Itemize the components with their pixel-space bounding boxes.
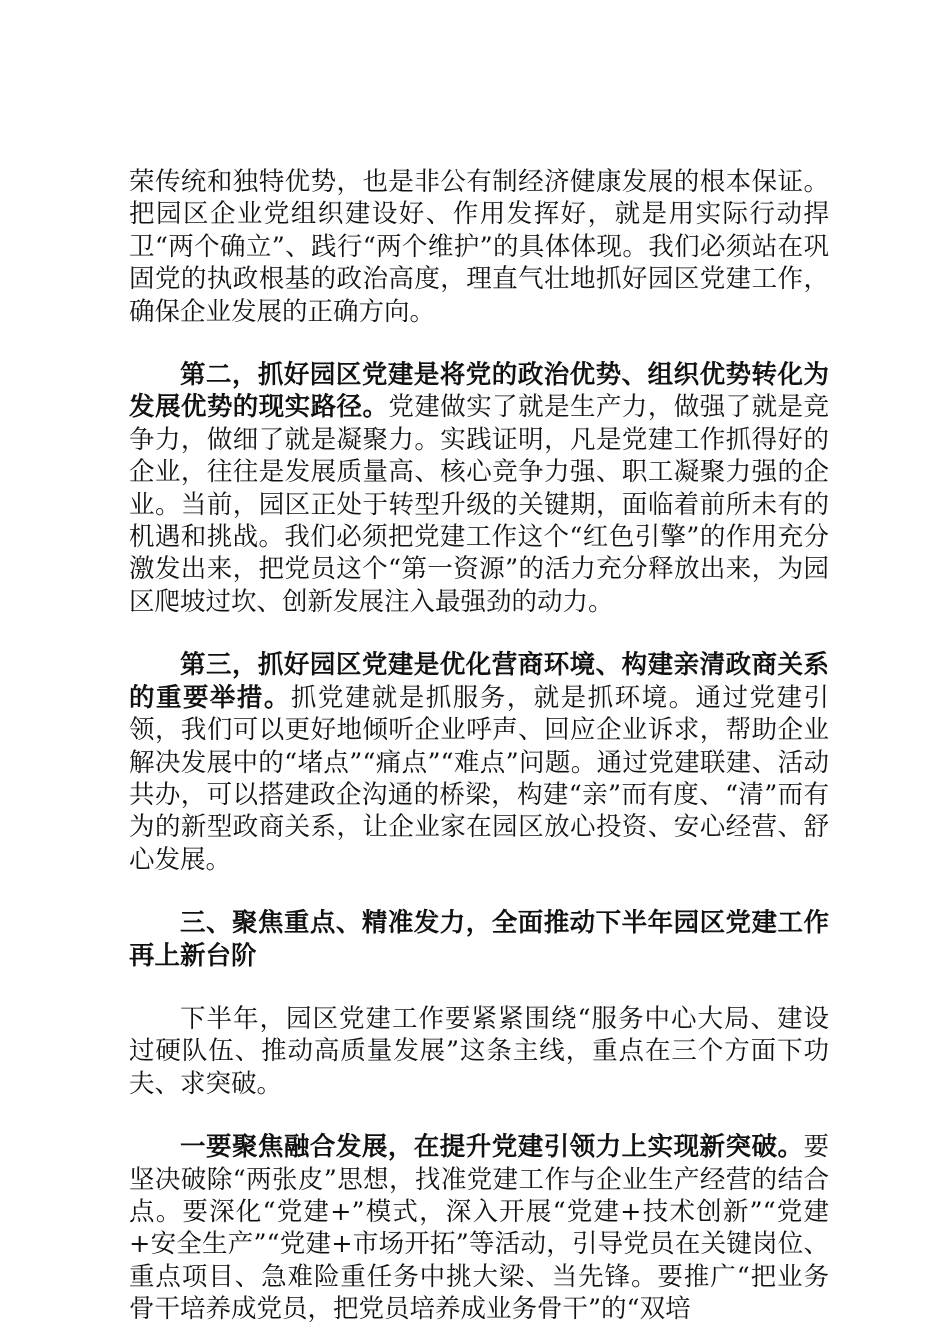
paragraph-lead: 第三，抓好园区党建是优化营商环境、构建亲清政商关系的重要举措。 — [129, 650, 829, 713]
paragraph-body: 党建做实了就是生产力，做强了就是竞争力，做细了就是凝聚力。实践证明，凡是党建工作抓得好的企业，往往是发展质量高、核心竞争力强、职工凝聚力强的企业。当前，园区正处于转型升级的关键期，面临着前所未有的机遇和挑战。我们必须把党建工作这个“红色引擎”的作用充分激发出来，把党员这个“第一资源”的活力充分释放出来，为园区爬坡过坎、创新发展注入最强劲的动力。 — [129, 392, 829, 617]
section-heading — [129, 907, 829, 972]
document-page — [129, 166, 829, 1326]
paragraph-body: 要坚决破除“两张皮”思想，找准党建工作与企业生产经营的结合点。要深化“党建+”模式，深入开展“党建+技术创新”“党建+安全生产”“党建+市场开拓”等活动，引导党员在关键岗位、重点项目、急难险重任务中挑大梁、当先锋。要推广“把业务骨干培养成党员，把党员培养成业务骨干”的“双培 — [129, 1132, 829, 1325]
section-heading-text: 三、聚焦重点、精准发力，全面推动下半年园区党建工作再上新台阶 — [129, 908, 829, 971]
paragraph-lead: 第二，抓好园区党建是将党的政治优势、组织优势转化为发展优势的现实路径。 — [129, 360, 829, 423]
paragraph-first-focus — [129, 1131, 829, 1325]
paragraph-third-point — [129, 649, 829, 876]
paragraph-body: 下半年，园区党建工作要紧紧围绕“服务中心大局、建设过硬队伍、推动高质量发展”这条主线，重点在三个方面下功夫、求突破。 — [129, 1003, 829, 1099]
paragraph-second-point — [129, 359, 829, 618]
paragraph-lead: 一要聚焦融合发展，在提升党建引领力上实现新突破。 — [180, 1132, 804, 1163]
paragraph-body: 荣传统和独特优势，也是非公有制经济健康发展的根本保证。把园区企业党组织建设好、作用发挥好，就是用实际行动捍卫“两个确立”、践行“两个维护”的具体体现。我们必须站在巩固党的执政根基的政治高度，理直气壮地抓好园区党建工作，确保企业发展的正确方向。 — [129, 167, 829, 327]
paragraph-continuation — [129, 166, 829, 328]
paragraph-body: 抓党建就是抓服务，就是抓环境。通过党建引领，我们可以更好地倾听企业呼声、回应企业诉求，帮助企业解决发展中的“堵点”“痛点”“难点”问题。通过党建联建、活动共办，可以搭建政企沟通的桥梁，构建“亲”而有度、“清”而有为的新型政商关系，让企业家在园区放心投资、安心经营、舒心发展。 — [129, 682, 829, 875]
paragraph-intro — [129, 1003, 829, 1100]
